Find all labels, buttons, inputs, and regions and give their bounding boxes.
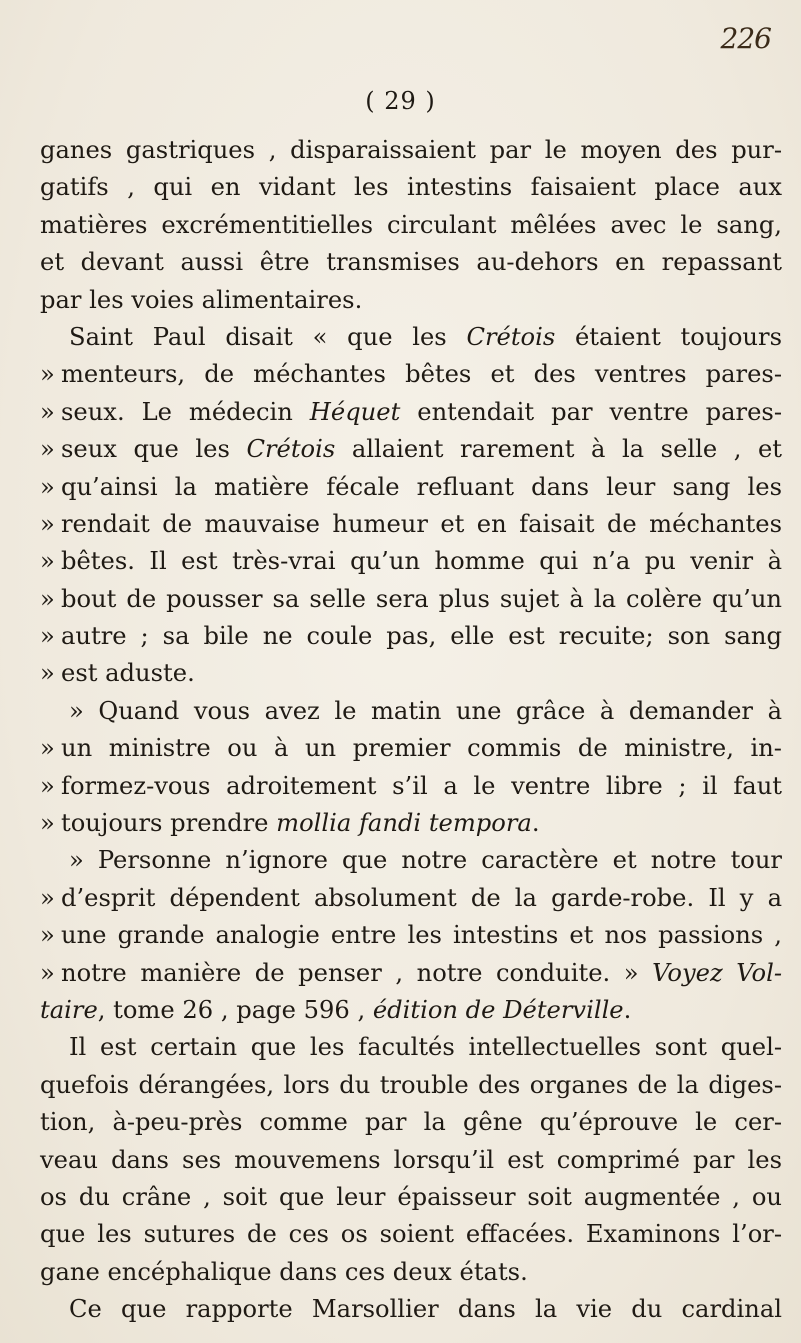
text-line xyxy=(40,394,782,431)
text-line xyxy=(40,917,782,954)
text-line xyxy=(40,319,782,356)
quote-mark: » xyxy=(40,734,55,763)
text-line xyxy=(40,1067,782,1104)
text-line xyxy=(40,244,782,281)
handwritten-folio-number: 226 xyxy=(720,22,771,55)
line-text: un ministre ou à un premier commis de ministre, in- xyxy=(61,734,782,763)
text-line xyxy=(40,1142,782,1179)
quote-mark: » xyxy=(40,584,55,613)
text-line xyxy=(40,356,782,393)
line-text: d’esprit dépendent absolument de la garde-robe. Il y a xyxy=(61,883,782,912)
line-text: autre ; sa bile ne coule pas, elle est recuite; son sang xyxy=(61,622,782,651)
text-line xyxy=(40,282,782,319)
quote-mark: » xyxy=(40,472,55,501)
text-line xyxy=(40,768,782,805)
line-text: matières excrémentitielles circulant mêlées avec le sang, xyxy=(40,210,782,239)
text-line xyxy=(40,805,782,842)
text-line xyxy=(40,842,782,879)
line-text: » Quand vous avez le matin une grâce à demander à xyxy=(69,696,782,725)
line-text: seux que les Crétois allaient rarement à la selle , et xyxy=(61,435,782,464)
line-text: bout de pousser sa selle sera plus sujet à la colère qu’un xyxy=(61,584,782,613)
line-text: veau dans ses mouvemens lorsqu’il est comprimé par les xyxy=(40,1145,782,1174)
quote-mark: » xyxy=(40,397,55,426)
quote-mark: » xyxy=(40,622,55,651)
quote-mark: » xyxy=(40,435,55,464)
line-text: menteurs, de méchantes bêtes et des ventres pares- xyxy=(61,360,782,389)
line-text: et devant aussi être transmises au-dehors en repassant xyxy=(40,248,782,277)
text-line xyxy=(40,469,782,506)
text-line xyxy=(40,955,782,992)
line-text: Saint Paul disait « que les Crétois étaient toujours xyxy=(69,322,782,351)
line-text: qu’ainsi la matière fécale refluant dans leur sang les xyxy=(61,472,782,501)
text-line xyxy=(40,132,782,169)
quote-mark: » xyxy=(40,547,55,576)
quote-mark: » xyxy=(40,771,55,800)
line-text: » Personne n’ignore que notre caractère et notre tour xyxy=(69,846,782,875)
text-line xyxy=(40,1104,782,1141)
text-line xyxy=(40,693,782,730)
text-line xyxy=(40,730,782,767)
text-line xyxy=(40,1254,782,1291)
text-line xyxy=(40,169,782,206)
quote-mark: » xyxy=(40,921,55,950)
line-text: que les sutures de ces os soient effacées. Examinons l’or- xyxy=(40,1220,782,1249)
quote-mark: » xyxy=(40,883,55,912)
line-text: tion, à-peu-près comme par la gêne qu’éprouve le cer- xyxy=(40,1108,782,1137)
line-text: est aduste. xyxy=(61,659,195,688)
text-line xyxy=(40,581,782,618)
line-text: gane encéphalique dans ces deux états. xyxy=(40,1257,528,1286)
line-text: Ce que rapporte Marsollier dans la vie du cardinal xyxy=(69,1295,782,1324)
text-line xyxy=(40,1291,782,1328)
line-text: ganes gastriques , disparaissaient par le moyen des pur- xyxy=(40,136,782,164)
line-text: os du crâne , soit que leur épaisseur soit augmentée , ou xyxy=(40,1182,782,1211)
text-line xyxy=(40,431,782,468)
line-text: formez-vous adroitement s’il a le ventre libre ; il faut xyxy=(61,771,782,800)
line-text: quefois dérangées, lors du trouble des organes de la diges- xyxy=(40,1070,782,1099)
line-text: rendait de mauvaise humeur et en faisait de méchantes xyxy=(61,509,782,538)
text-line xyxy=(40,543,782,580)
line-text: gatifs , qui en vidant les intestins faisaient place aux xyxy=(40,173,782,202)
line-text: taire, tome 26 , page 596 , édition de Déterville. xyxy=(40,995,632,1024)
quote-mark: » xyxy=(40,809,55,838)
page-number: ( 29 ) xyxy=(365,87,436,115)
quote-mark: » xyxy=(40,509,55,538)
line-text: une grande analogie entre les intestins et nos passions , xyxy=(61,921,782,950)
line-text: notre manière de penser , notre conduite. » Voyez Vol- xyxy=(61,958,783,987)
text-line xyxy=(40,618,782,655)
text-line xyxy=(40,880,782,917)
quote-mark: » xyxy=(40,659,55,688)
line-text: par les voies alimentaires. xyxy=(40,285,363,314)
text-line xyxy=(40,1179,782,1216)
text-line xyxy=(40,1029,782,1066)
line-text: bêtes. Il est très-vrai qu’un homme qui n’a pu venir à xyxy=(61,547,782,576)
text-line xyxy=(40,992,782,1029)
text-line xyxy=(40,207,782,244)
line-text: seux. Le médecin Héquet entendait par ventre pares- xyxy=(61,397,782,426)
line-text: toujours prendre mollia fandi tempora. xyxy=(61,809,540,838)
text-line xyxy=(40,1216,782,1253)
text-line xyxy=(40,655,782,692)
text-line xyxy=(40,506,782,543)
quote-mark: » xyxy=(40,360,55,389)
line-text: Il est certain que les facultés intellectuelles sont quel- xyxy=(69,1033,782,1062)
quote-mark: » xyxy=(40,958,55,987)
body-text xyxy=(40,132,782,1329)
